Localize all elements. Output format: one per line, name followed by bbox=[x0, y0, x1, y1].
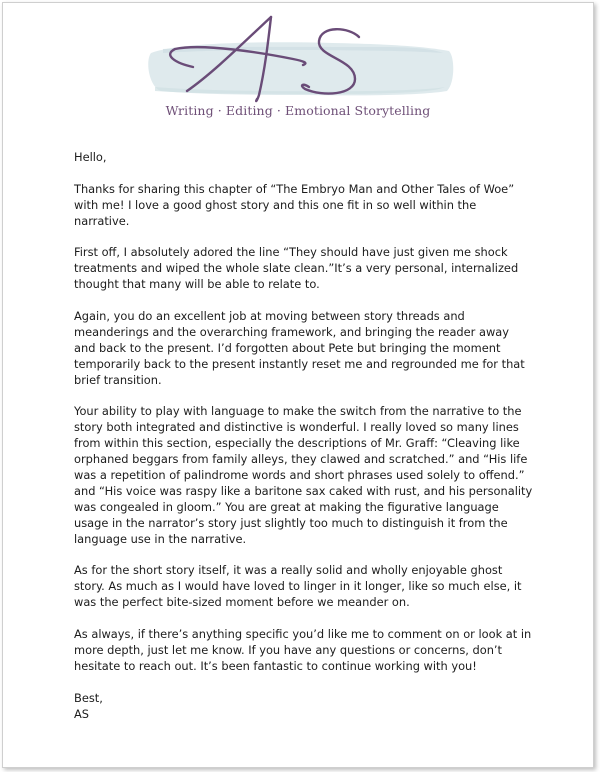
signature: AS bbox=[74, 706, 90, 721]
letterhead bbox=[3, 3, 593, 133]
paragraph: Again, you do an excellent job at moving between story threads and meanderings and the overarching framework, and bringing the reader away and back to the present. I’d forgotten about Pete but bringing the moment temporarily back to the present instantly reset me and regrounded me for that brief transition. bbox=[74, 309, 525, 387]
closing: Best, bbox=[74, 690, 103, 705]
paragraph: As always, if there’s anything specific you’d like me to comment on or look at in more depth, just let me know. If you have any questions or concerns, don’t hesitate to reach out. It’s been fantastic to continue working with you! bbox=[74, 627, 532, 673]
letter-body bbox=[74, 150, 534, 723]
paragraph: First off, I absolutely adored the line “They should have just given me shock treatments and wiped the whole slate clean.”It’s a very personal, internalized thought that many will be able to relate to. bbox=[74, 245, 519, 292]
signoff bbox=[74, 691, 534, 723]
paragraph: Thanks for sharing this chapter of “The Embryo Man and Other Tales of Woe” with me! I love a good ghost story and this one fit in so well within the narrative. bbox=[74, 181, 515, 228]
tagline: Writing · Editing · Emotional Storytelling bbox=[165, 103, 431, 118]
letter-page bbox=[2, 2, 594, 768]
paragraph: As for the short story itself, it was a really solid and wholly enjoyable ghost story. As much as I would have loved to linger in it longer, like so much else, it was the perfect bite-sized moment before we meander on. bbox=[74, 563, 522, 610]
greeting: Hello, bbox=[74, 150, 107, 164]
paragraph: Your ability to play with language to make the switch from the narrative to the story both integrated and distinctive is wonderful. I really loved so many lines from within this section, especially the descriptions of Mr. Graff: “Cleaving like orphaned beggars from family alleys, they clawed and scratched.” and “His life was a repetition of palindrome words and short phrases used solely to offend.” and “His voice was raspy like a baritone sax caked with rust, and his personality was congealed in gloom.” You are great at making the figurative language usage in the narrator’s story just slightly too much to distinguish it from the language use in the narrative. bbox=[74, 404, 533, 546]
